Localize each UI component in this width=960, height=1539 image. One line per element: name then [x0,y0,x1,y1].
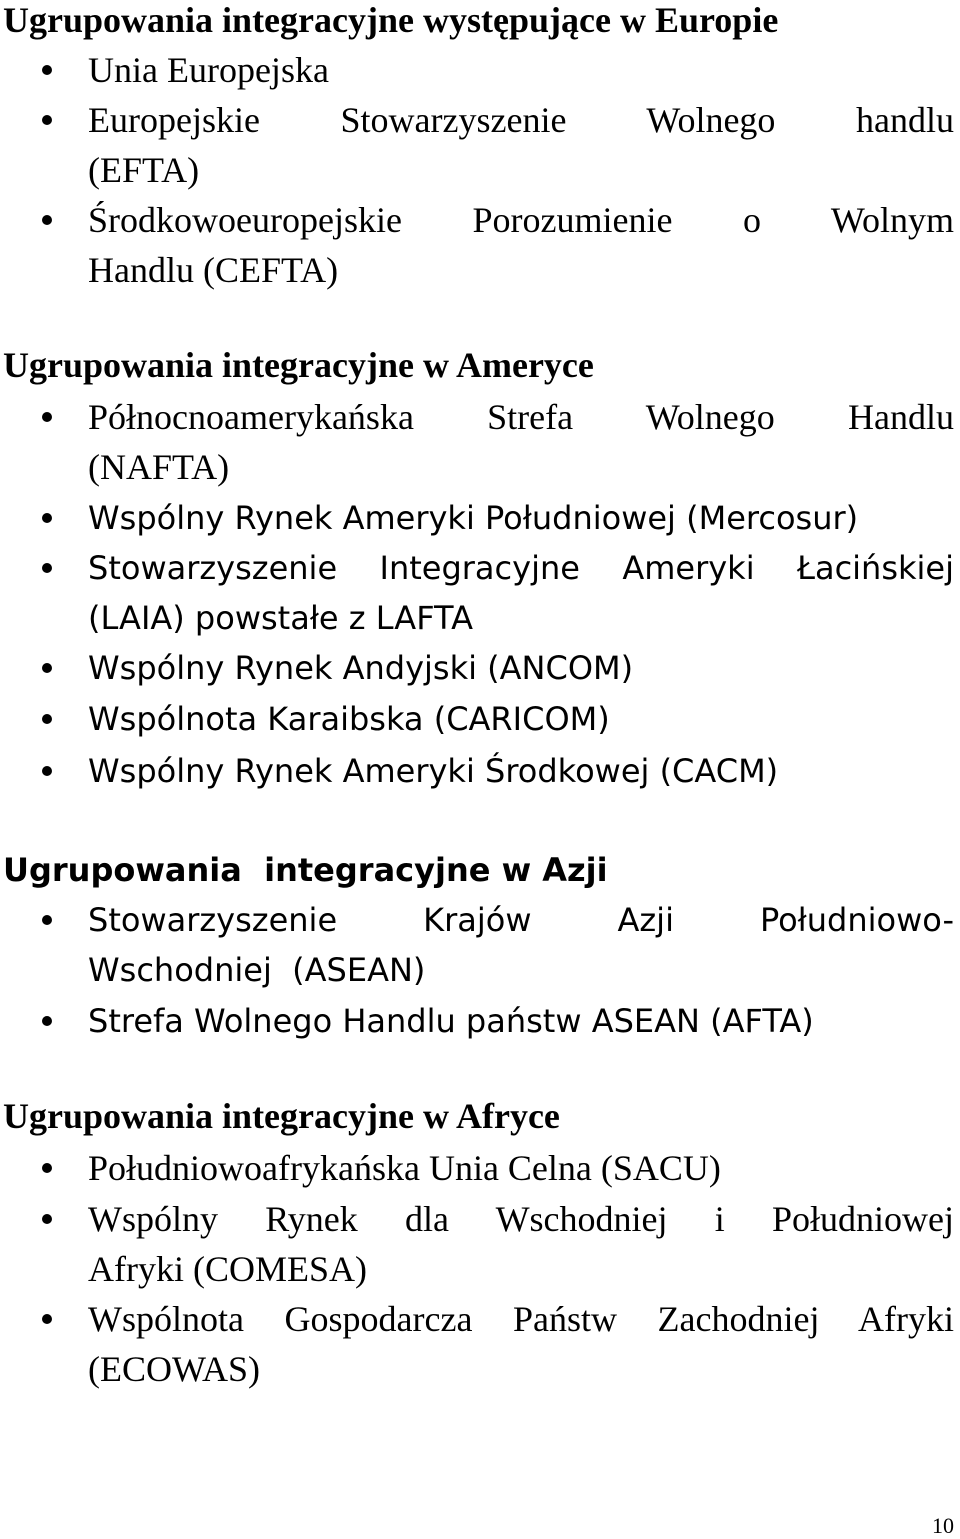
list-item-text: Południowoafrykańska Unia Celna (SACU) [88,1148,721,1188]
heading-africa: Ugrupowania integracyjne w Afryce [3,1096,560,1136]
list-item-text: Strefa Wolnego Handlu państw ASEAN (AFTA) [88,1002,814,1040]
bullet-icon [42,65,52,75]
heading-asia: Ugrupowania integracyjne w Azji [3,851,608,889]
bullet-icon [42,1314,52,1324]
list-item-text: Wspólny Rynek Ameryki Środkowej (CACM) [88,752,779,790]
list-item-text: Środkowoeuropejskie Porozumienie o Wolnym Handlu (CEFTA) [88,200,954,290]
heading-america: Ugrupowania integracyjne w Ameryce [3,345,594,385]
bullet-icon [42,215,52,225]
bullet-icon [42,1163,52,1173]
list-item-text: Unia Europejska [88,50,329,90]
list-item-text: Wspólnota Karaibska (CARICOM) [88,700,610,738]
page-number: 10 [932,1513,954,1538]
bullet-icon [42,1214,52,1224]
list-item-text: Północnoamerykańska Strefa Wolnego Handlu (NAFTA) [88,397,954,487]
bullet-icon [42,915,52,925]
bullet-icon [42,1016,52,1026]
bullet-icon [42,714,52,724]
bullet-icon [42,766,52,776]
heading-europe: Ugrupowania integracyjne występujące w Europie [3,0,779,40]
list-item-text: Stowarzyszenie Krajów Azji Południowo- Wschodniej (ASEAN) [88,901,954,989]
bullet-icon [42,563,52,573]
bullet-icon [42,412,52,422]
bullet-icon [42,513,52,523]
list-item-text: Wspólny Rynek Ameryki Południowej (Mercosur) [88,499,859,537]
bullet-icon [42,115,52,125]
list-item-text: Wspólnota Gospodarcza Państw Zachodniej Afryki (ECOWAS) [88,1299,954,1389]
list-item-text: Wspólny Rynek Andyjski (ANCOM) [88,649,634,687]
bullet-icon [42,663,52,673]
list-item-text: Wspólny Rynek dla Wschodniej i Południowej Afryki (COMESA) [88,1199,954,1289]
list-item-text: Europejskie Stowarzyszenie Wolnego handlu (EFTA) [88,100,954,190]
list-item-text: Stowarzyszenie Integracyjne Ameryki Łacińskiej (LAIA) powstałe z LAFTA [88,549,954,637]
